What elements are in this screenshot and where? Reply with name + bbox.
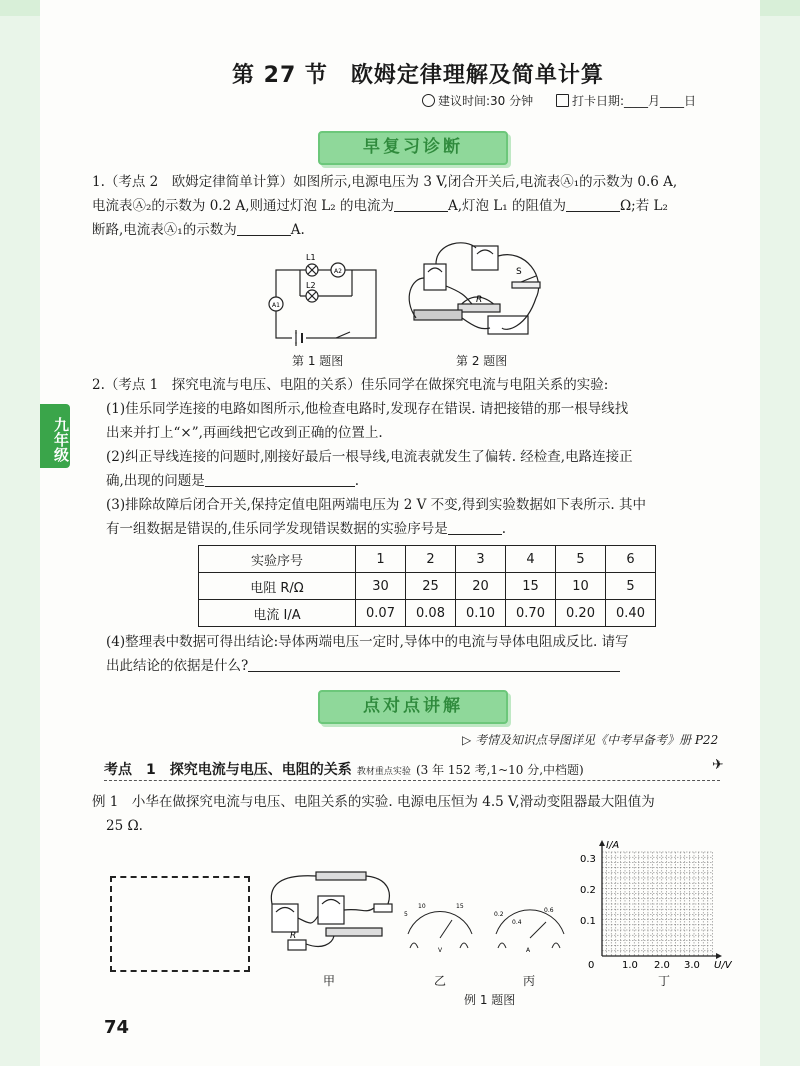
x-tick-label: 3.0 [684,960,700,971]
svg-text:A: A [526,947,531,954]
answer-blank[interactable] [394,197,448,212]
y-tick-label: 0.3 [580,854,596,865]
ammeter-dial-yi [400,898,478,962]
fig1-caption: 第 1 题图 [292,354,344,368]
example-1: 例 1 小华在做探究电流与电压、电阻关系的实验. 电源电压恒为 4.5 V,滑动变阻器最大阻值为 25 Ω. [92,794,655,834]
example-figure-caption: 例 1 题图 [464,993,516,1007]
q2-line1: 2.（考点 1 探究电流与电压、电阻的关系）佳乐同学在做探究电流与电阻关系的实验: [92,377,609,393]
svg-text:0.2: 0.2 [494,911,504,918]
q2-part3a: (3)排除故障后闭合开关,保持定值电阻两端电压为 2 V 不变,得到实验数据如下表所示. 其中 [106,497,646,513]
reference-note: ▷ 考情及知识点导图详见《中考早备考》册 P22 [462,733,719,747]
kaodian-heading: 考点 1 探究电流与电压、电阻的关系 教材重点实验 (3 年 152 考,1~10 分,中档题) [104,762,584,778]
circuit-figure-jia [262,864,402,964]
answer-blank[interactable] [205,472,355,487]
y-axis-label: I/A [606,840,620,851]
table-row: 电阻 R/Ω 30 25 20 15 10 5 [199,573,656,600]
section-title: 第 27 节 欧姆定律理解及简单计算 [232,63,604,88]
banner-review: 早复习诊断 [318,131,508,165]
svg-text:5: 5 [404,911,408,918]
iu-graph [578,838,754,974]
calendar-icon [556,94,569,107]
circuit-figure-2 [406,238,554,342]
ammeter-dial-bing [488,898,570,962]
q1-line1: 1.（考点 2 欧姆定律简单计算）如图所示,电源电压为 3 V,闭合开关后,电流表Ⓐ₁的示数为 0.6 A, [92,174,678,190]
arrow-icon: ▷ [462,733,476,747]
svg-text:0.6: 0.6 [544,907,554,914]
label-r: R [290,931,297,941]
label-l2: L2 [306,281,316,290]
table-row: 实验序号 1 2 3 4 5 6 [199,546,656,573]
q2-part3b: 有一组数据是错误的,佳乐同学发现错误数据的实验序号是 . [106,521,507,537]
banner-explain: 点对点讲解 [318,690,508,724]
suggest-time: 建议时间:30 分钟 [422,92,533,109]
label-l1: L1 [306,253,316,262]
x-tick-label: 2.0 [654,960,670,971]
answer-blank[interactable] [566,197,620,212]
label-yi: 乙 [434,974,447,988]
question-2 [92,373,752,541]
table-row: 电流 I/A 0.07 0.08 0.10 0.70 0.20 0.40 [199,600,656,627]
svg-text:15: 15 [456,903,464,910]
x-tick-label: 0 [588,960,595,971]
fig2-caption: 第 2 题图 [456,354,508,368]
q2-part1b: 出来并打上“×”,再画线把它改到正确的位置上. [106,425,383,441]
label-a2: A2 [334,268,342,275]
answer-blank[interactable] [237,221,291,236]
q2-part4: (4)整理表中数据可得出结论:导体两端电压一定时,导体中的电流与导体电阻成反比. 请写 出此结论的依据是什么? [106,634,629,674]
svg-text:0.4: 0.4 [512,919,522,926]
q2-part1a: (1)佳乐同学连接的电路如图所示,他检查电路时,发现存在错误. 请把接错的那一根导线找 [106,401,629,417]
grade-tab: 九年级 [40,404,70,468]
question-1 [92,170,752,242]
label-ding: 丁 [658,974,671,988]
q1-line2: 电流表Ⓐ₂的示数为 0.2 A,则通过灯泡 L₂ 的电流为 A,灯泡 L₁ 的阻值为 Ω;若 L₂ [92,198,668,214]
divider [104,780,720,781]
label-switch: S [516,267,522,277]
label-r: R [476,295,483,305]
svg-text:10: 10 [418,903,426,910]
answer-blank[interactable] [448,520,502,535]
circuit-drawing-box[interactable] [110,876,250,972]
answer-blank[interactable] [248,657,620,672]
x-axis-label: U/V [714,960,732,971]
graph-grid [602,852,712,956]
q2-part2b: 确,出现的问题是 . [106,473,360,489]
clock-icon [422,94,435,107]
x-tick-label: 1.0 [622,960,638,971]
label-a1: A1 [272,302,280,309]
label-jia: 甲 [323,974,336,988]
svg-text:V: V [438,947,443,954]
q2-part2a: (2)纠正导线连接的问题时,刚接好最后一根导线,电流表就发生了偏转. 经检查,电路连接正 [106,449,633,465]
experiment-data-table [198,545,656,627]
q1-line3: 断路,电流表Ⓐ₁的示数为 A. [92,222,305,238]
page-number: 74 [104,1017,130,1038]
label-bing: 丙 [523,974,536,988]
y-tick-label: 0.1 [580,916,596,927]
paper-plane-icon: ✈ [712,757,724,773]
y-tick-label: 0.2 [580,885,596,896]
checkin-date: 打卡日期:____月____日 [556,92,696,109]
circuit-figure-1 [262,248,382,348]
